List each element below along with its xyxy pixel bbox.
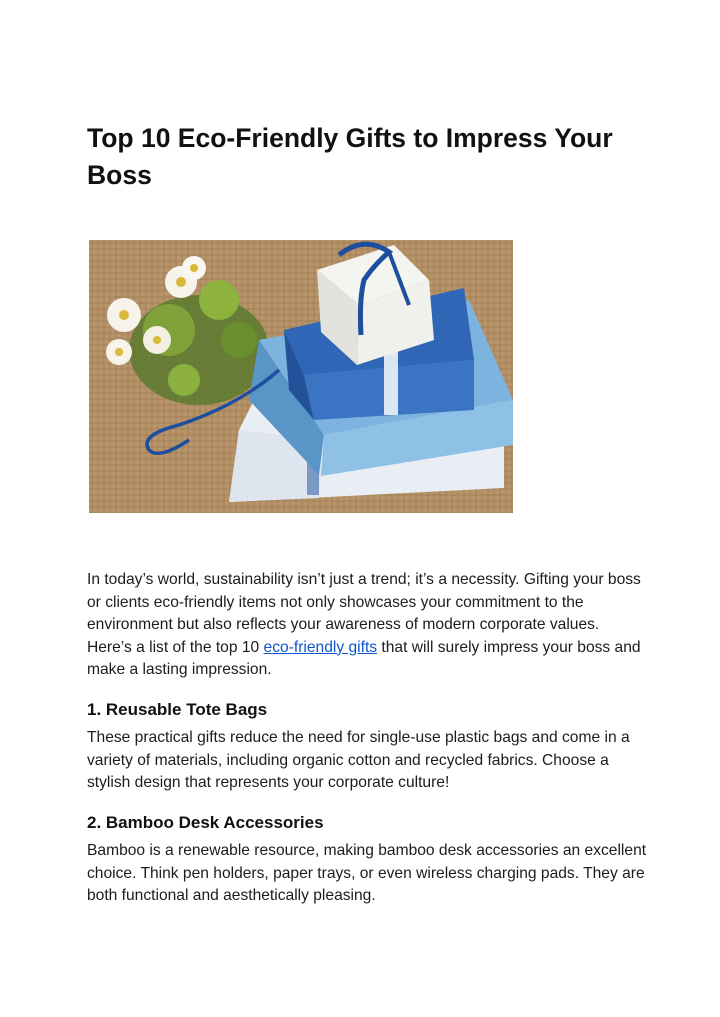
eco-friendly-gifts-link[interactable]: eco-friendly gifts [263, 638, 378, 656]
section-heading-tote-bags: 1. Reusable Tote Bags [87, 700, 268, 719]
intro-text-start: In today’s world, sustainability isn’t just a trend; it’s a necessity. Gifting your boss or clients eco-friendly items not only showcases your commitment to the environment but also reflects your awareness of modern corporate values. Here’s a list of the top 10 [87, 571, 641, 656]
intro-text-end: that will surely impress your boss and make a lasting impression. [87, 638, 641, 678]
gift-boxes-photo [89, 240, 513, 513]
intro-paragraph [87, 569, 647, 682]
section-heading-bamboo: 2. Bamboo Desk Accessories [87, 813, 324, 832]
article-title: Top 10 Eco-Friendly Gifts to Impress Your Boss [87, 123, 613, 190]
section-body-bamboo: Bamboo is a renewable resource, making bamboo desk accessories an excellent choice. Think pen holders, paper trays, or even wireless charging pads. They are both functional and aesthetically pleasing. [87, 842, 647, 904]
section-body-tote-bags: These practical gifts reduce the need for single-use plastic bags and come in a variety of materials, including organic cotton and recycled fabrics. Choose a stylish design that represents your corporate culture! [87, 729, 630, 791]
